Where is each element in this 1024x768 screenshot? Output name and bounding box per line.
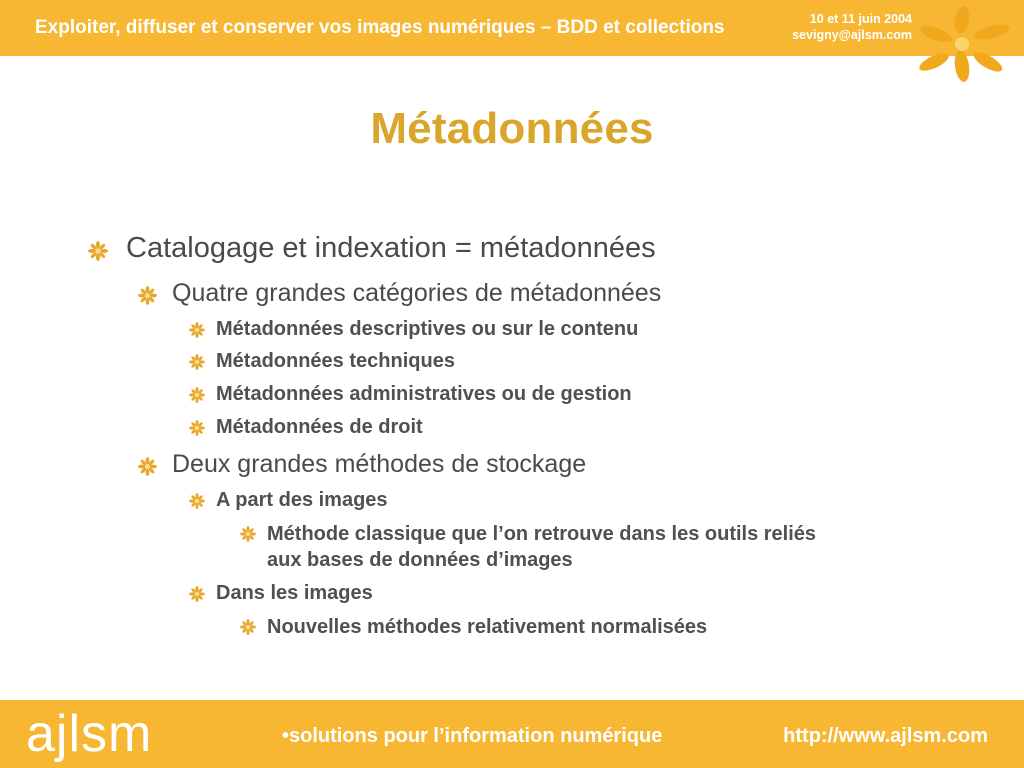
star-logo-icon xyxy=(912,6,1012,86)
bullet-level3 xyxy=(189,489,388,512)
asterisk-bullet-icon xyxy=(240,619,256,635)
bullet-level3 xyxy=(189,318,638,341)
asterisk-bullet-icon xyxy=(189,322,205,338)
bullet-text-line: Méthode classique que l’on retrouve dans les outils reliés xyxy=(267,523,817,545)
header-title: Exploiter, diffuser et conserver vos images numériques – BDD et collections xyxy=(35,17,725,38)
header-bar xyxy=(0,0,1024,56)
asterisk-bullet-icon xyxy=(189,420,205,436)
bullet-text: Deux grandes méthodes de stockage xyxy=(172,450,587,478)
bullet-level3 xyxy=(189,383,632,406)
footer-tagline: •solutions pour l’information numérique xyxy=(282,725,663,747)
bullet-text: A part des images xyxy=(216,489,388,511)
bullet-text: Métadonnées techniques xyxy=(216,350,455,372)
asterisk-bullet-icon xyxy=(189,354,205,370)
bullet-text: Catalogage et indexation = métadonnées xyxy=(126,232,656,264)
bullet-level2 xyxy=(138,450,586,479)
asterisk-bullet-icon xyxy=(189,586,205,602)
bullet-level3 xyxy=(189,350,455,373)
bullet-text: Métadonnées descriptives ou sur le contenu xyxy=(216,318,639,340)
bullet-text: Nouvelles méthodes relativement normalisées xyxy=(267,616,708,638)
footer-brand: ajlsm xyxy=(26,705,153,763)
bullet-level2 xyxy=(138,279,661,308)
bullet-text xyxy=(267,521,816,573)
header-email: sevigny@ajlsm.com xyxy=(792,28,912,42)
bullet-level4 xyxy=(240,614,707,640)
bullet-text: Dans les images xyxy=(216,582,373,604)
asterisk-bullet-icon xyxy=(189,387,205,403)
bullet-level1 xyxy=(88,232,656,265)
header-date: 10 et 11 juin 2004 xyxy=(809,12,912,26)
footer-bar xyxy=(0,700,1024,768)
asterisk-bullet-icon xyxy=(138,286,157,305)
bullet-text: Quatre grandes catégories de métadonnées xyxy=(172,279,662,307)
header-meta xyxy=(792,11,912,43)
asterisk-bullet-icon xyxy=(240,526,256,542)
bullet-text: Métadonnées administratives ou de gestion xyxy=(216,383,632,405)
bullet-level4 xyxy=(240,521,816,573)
bullet-level3 xyxy=(189,416,423,439)
bullet-text-line: aux bases de données d’images xyxy=(267,549,573,571)
bullet-level3 xyxy=(189,582,373,605)
footer-url-link[interactable]: http://www.ajlsm.com xyxy=(783,725,988,747)
asterisk-bullet-icon xyxy=(88,241,108,261)
asterisk-bullet-icon xyxy=(189,493,205,509)
bullet-text: Métadonnées de droit xyxy=(216,416,423,438)
asterisk-bullet-icon xyxy=(138,457,157,476)
slide-title: Métadonnées xyxy=(370,104,654,153)
